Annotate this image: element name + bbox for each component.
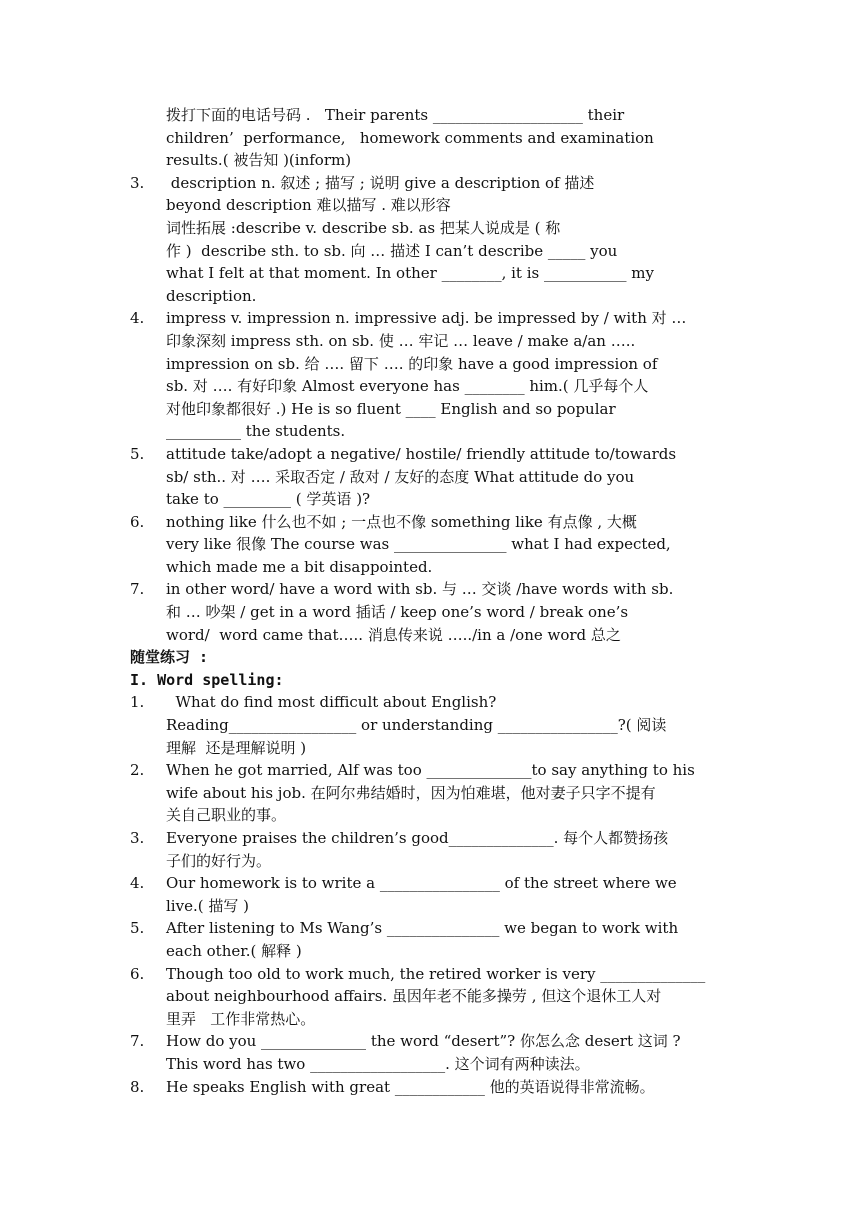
text-line: in other word/ have a word with sb. 与 … 交谈 /have words with sb. xyxy=(166,580,674,599)
text-line: sb. 对 …. 有好印象 Almost everyone has ________ him.( 几乎每个人 xyxy=(166,377,649,396)
item-number: 4. xyxy=(130,874,145,893)
vocab-note-item xyxy=(130,443,730,511)
text-line: results.( 被告知 )(inform) xyxy=(166,151,352,170)
text-line: Our homework is to write a ________________ of the street where we xyxy=(166,874,677,893)
text-line: Though too old to work much, the retired worker is very ______________ xyxy=(166,964,706,983)
text-line: children’ performance, homework comments and examination xyxy=(166,128,654,147)
item-number: 6. xyxy=(130,512,145,531)
text-line: __________ the students. xyxy=(166,422,346,441)
text-line: which made me a bit disappointed. xyxy=(166,557,433,576)
vocab-note-item xyxy=(130,578,730,646)
text-line: word/ word came that….. 消息传来说 …../in a /one word 总之 xyxy=(166,625,621,644)
text-line: attitude take/adopt a negative/ hostile/ friendly attitude to/towards xyxy=(166,444,677,463)
text-line: each other.( 解释 ) xyxy=(166,941,302,960)
text-line: This word has two __________________. 这个词有两种读法。 xyxy=(166,1054,590,1073)
text-line: 对他印象都很好 .) He is so fluent ____ English and so popular xyxy=(166,399,616,418)
text-line: Everyone praises the children’s good______________. 每个人都赞扬孩 xyxy=(166,829,669,847)
exercise-item xyxy=(130,691,730,759)
practice-title: 随堂练习 : xyxy=(130,648,209,667)
document-content xyxy=(130,104,730,1098)
text-line: sb/ sth.. 对 …. 采取否定 / 敌对 / 友好的态度 What attitude do you xyxy=(166,467,635,486)
text-line: He speaks English with great ____________ 他的英语说得非常流畅。 xyxy=(166,1077,655,1096)
exercise-item xyxy=(130,1030,730,1075)
item-number: 8. xyxy=(130,1077,145,1096)
vocab-note-item xyxy=(130,172,730,308)
text-line: 关自己职业的事。 xyxy=(166,806,287,825)
text-line: 和 … 吵架 / get in a word 插话 / keep one’s word / break one’s xyxy=(166,603,629,622)
section-title: I. Word spelling: xyxy=(130,670,284,689)
item-number: 7. xyxy=(130,1032,145,1051)
text-line: 词性拓展 :describe v. describe sb. as 把某人说成是 ( 称 xyxy=(166,218,561,237)
text-line: Reading_________________ or understanding ________________?( 阅读 xyxy=(166,716,667,735)
item-number: 4. xyxy=(130,309,145,328)
exercise-item xyxy=(130,1076,730,1099)
text-line: what I felt at that moment. In other ________, it is ___________ my xyxy=(166,264,654,283)
text-line: nothing like 什么也不如 ; 一点也不像 something like 有点像 , 大概 xyxy=(166,512,637,531)
exercise-item xyxy=(130,963,730,1031)
item-number: 7. xyxy=(130,580,145,599)
text-line: 理解 还是理解说明 ) xyxy=(166,738,307,757)
text-line: beyond description 难以描写 . 难以形容 xyxy=(166,196,451,215)
item-number: 5. xyxy=(130,444,145,463)
vocab-note-item xyxy=(130,307,730,443)
exercise-item xyxy=(130,872,730,917)
text-line: very like 很像 The course was _______________ what I had expected, xyxy=(166,535,671,554)
text-line: 作 ) describe sth. to sb. 向 … 描述 I can’t describe _____ you xyxy=(166,241,618,260)
text-line: 里弄 工作非常热心。 xyxy=(166,1009,316,1028)
exercise-item xyxy=(130,759,730,827)
text-line: 拨打下面的电话号码 . Their parents ____________________ their xyxy=(166,106,625,124)
exercise-item xyxy=(130,917,730,962)
text-line: description n. 叙述 ; 描写 ; 说明 give a description of 描述 xyxy=(166,173,595,192)
text-line: live.( 描写 ) xyxy=(166,896,249,915)
vocab-note-item xyxy=(130,511,730,579)
text-line: impression on sb. 给 …. 留下 …. 的印象 have a good impression of xyxy=(166,354,658,373)
item-number: 1. xyxy=(130,693,145,712)
vocab-note-item xyxy=(130,104,730,172)
item-number: 3. xyxy=(130,829,145,847)
text-line: What do find most difficult about English? xyxy=(166,693,497,712)
item-number: 6. xyxy=(130,964,145,983)
exercise-item xyxy=(130,827,730,872)
text-line: 子们的好行为。 xyxy=(166,851,272,870)
text-line: 印象深刻 impress sth. on sb. 使 … 牢记 … leave / make a/an ….. xyxy=(166,331,636,350)
item-number: 2. xyxy=(130,761,145,780)
item-number: 5. xyxy=(130,919,145,938)
text-line: After listening to Ms Wang’s _______________ we began to work with xyxy=(166,919,679,938)
text-line: impress v. impression n. impressive adj. be impressed by / with 对 … xyxy=(166,309,687,328)
text-line: How do you ______________ the word “desert”? 你怎么念 desert 这词 ? xyxy=(166,1032,681,1051)
item-number: 3. xyxy=(130,173,145,192)
text-line: take to _________ ( 学英语 )? xyxy=(166,490,371,509)
text-line: wife about his job. 在阿尔弗结婚时，因为怕难堪，他对妻子只字不提有 xyxy=(166,783,656,802)
text-line: about neighbourhood affairs. 虽因年老不能多操劳 , 但这个退休工人对 xyxy=(166,987,662,1006)
text-line: description. xyxy=(166,286,257,305)
text-line: When he got married, Alf was too ______________to say anything to his xyxy=(166,761,695,780)
